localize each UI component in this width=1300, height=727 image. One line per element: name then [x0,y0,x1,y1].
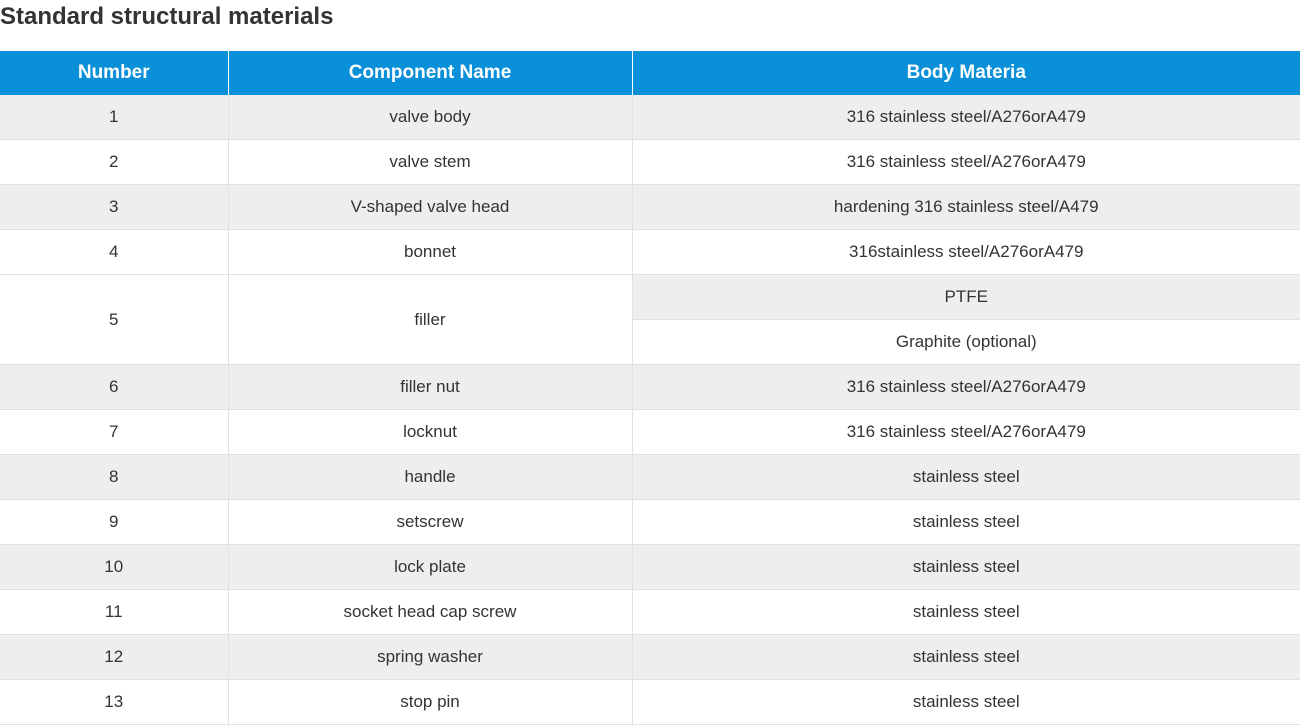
table-row [0,680,1300,725]
table-row [0,230,1300,275]
cell-component-name: spring washer [228,635,632,680]
table-row [0,500,1300,545]
page-title: Standard structural materials [0,3,334,30]
cell-component-name: locknut [228,410,632,455]
cell-number: 7 [0,410,228,455]
cell-number: 5 [0,275,228,365]
cell-component-name: valve stem [228,140,632,185]
table-row [0,455,1300,500]
cell-component-name: bonnet [228,230,632,275]
cell-body-material: stainless steel [632,680,1300,725]
table-row [0,140,1300,185]
cell-body-material: 316 stainless steel/A276orA479 [632,410,1300,455]
header-component-name: Component Name [228,51,632,95]
cell-body-material: stainless steel [632,545,1300,590]
cell-component-name: filler [228,275,632,365]
cell-number: 9 [0,500,228,545]
cell-body-material: stainless steel [632,500,1300,545]
cell-body-material: PTFE [632,275,1300,320]
table-row [0,635,1300,680]
cell-number: 10 [0,545,228,590]
table-row [0,365,1300,410]
cell-number: 4 [0,230,228,275]
materials-table [0,51,1300,725]
cell-number: 1 [0,95,228,140]
cell-number: 13 [0,680,228,725]
table-row [0,590,1300,635]
cell-body-material: stainless steel [632,455,1300,500]
header-body-material: Body Materia [632,51,1300,95]
cell-body-material: 316 stainless steel/A276orA479 [632,140,1300,185]
cell-component-name: handle [228,455,632,500]
table-row [0,410,1300,455]
cell-component-name: stop pin [228,680,632,725]
cell-body-material: 316stainless steel/A276orA479 [632,230,1300,275]
cell-number: 6 [0,365,228,410]
table-row [0,545,1300,590]
table-header-row [0,51,1300,95]
table-row [0,95,1300,140]
cell-component-name: filler nut [228,365,632,410]
cell-component-name: setscrew [228,500,632,545]
cell-component-name: socket head cap screw [228,590,632,635]
table-row [0,275,1300,320]
cell-body-material: 316 stainless steel/A276orA479 [632,365,1300,410]
cell-body-material: stainless steel [632,635,1300,680]
cell-number: 11 [0,590,228,635]
cell-body-material: 316 stainless steel/A276orA479 [632,95,1300,140]
cell-number: 3 [0,185,228,230]
table-row [0,185,1300,230]
cell-body-material: stainless steel [632,590,1300,635]
cell-number: 12 [0,635,228,680]
header-number: Number [0,51,228,95]
cell-number: 8 [0,455,228,500]
cell-component-name: valve body [228,95,632,140]
cell-component-name: lock plate [228,545,632,590]
cell-number: 2 [0,140,228,185]
cell-body-material-alt: Graphite (optional) [632,320,1300,365]
cell-component-name: V-shaped valve head [228,185,632,230]
cell-body-material: hardening 316 stainless steel/A479 [632,185,1300,230]
